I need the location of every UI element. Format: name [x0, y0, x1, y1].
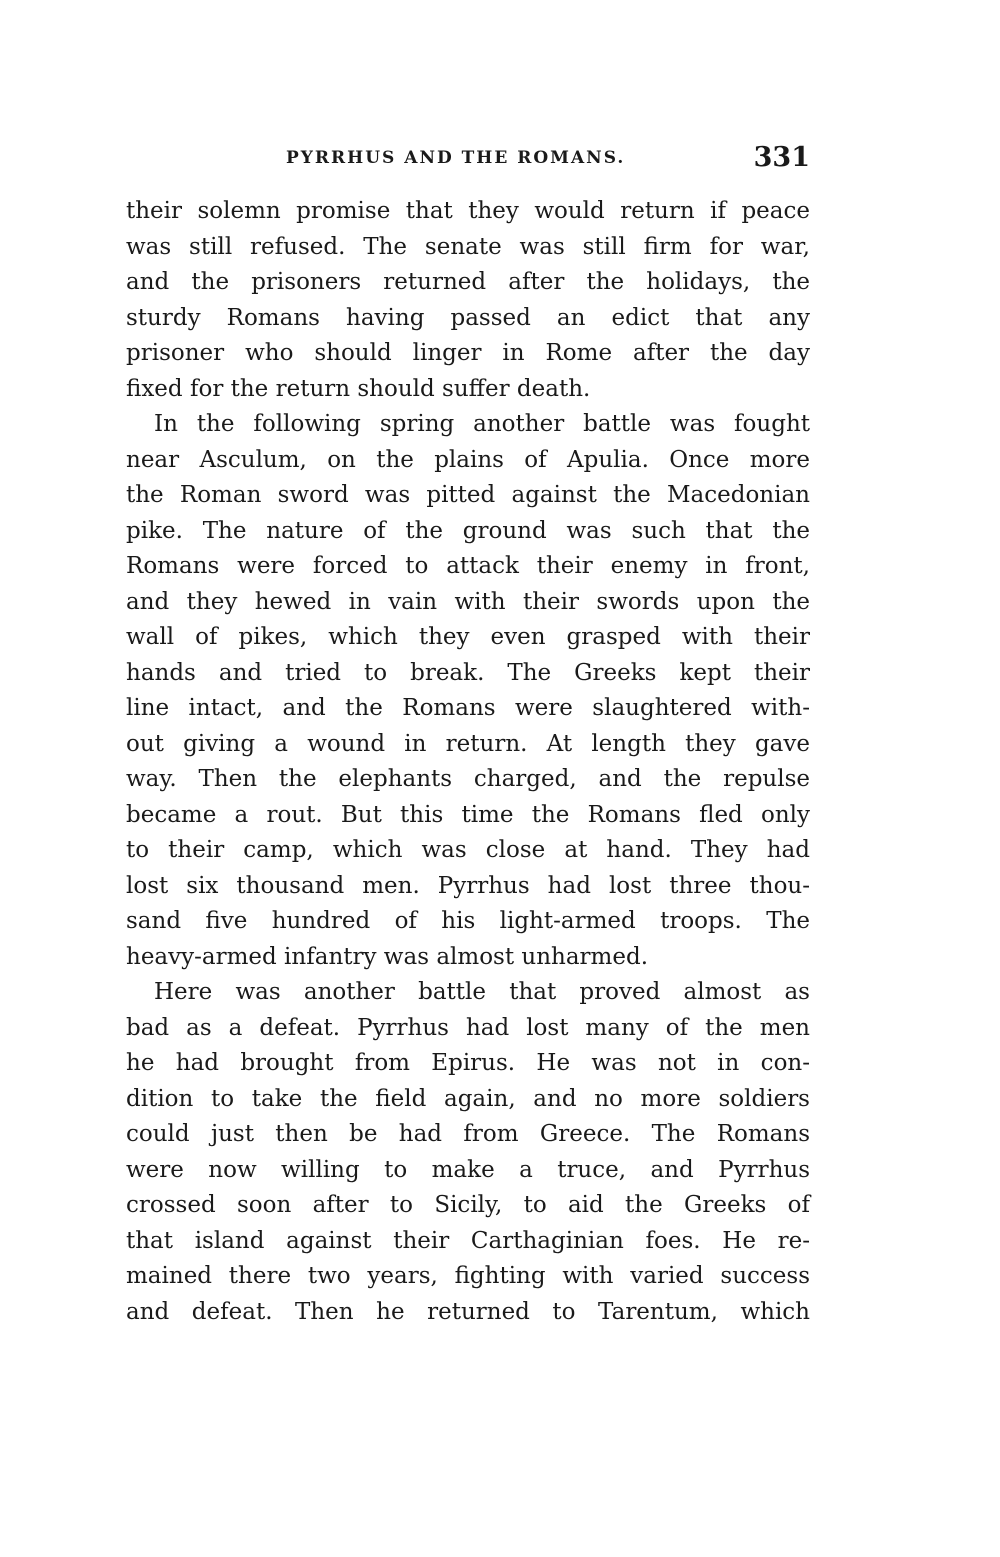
- text-line: way. Then the elephants charged, and the repulse: [126, 766, 810, 792]
- text-line: were now willing to make a truce, and Pyrrhus: [126, 1156, 810, 1183]
- paragraph-start-line: Here was another battle that proved almost as: [154, 979, 810, 1005]
- text-line: out giving a wound in return. At length they gave: [126, 730, 810, 757]
- text-line: pike. The nature of the ground was such that the: [126, 517, 810, 544]
- page-number: 331: [753, 142, 810, 173]
- text-line: he had brought from Epirus. He was not in con-: [126, 1050, 810, 1076]
- text-line: to their camp, which was close at hand. They had: [126, 837, 810, 863]
- text-line: dition to take the field again, and no more soldiers: [126, 1085, 810, 1112]
- text-line: Romans were forced to attack their enemy in front,: [126, 553, 810, 579]
- running-head: [126, 142, 810, 178]
- text-line: fixed for the return should suffer death.: [126, 375, 591, 402]
- text-line: prisoner who should linger in Rome after the day: [126, 340, 810, 366]
- chapter-title: PYRRHUS AND THE ROMANS.: [286, 148, 626, 168]
- paragraph-start-line: In the following spring another battle was fought: [154, 411, 810, 437]
- text-line: and the prisoners returned after the holidays, the: [126, 269, 810, 295]
- text-line: sand five hundred of his light-armed troops. The: [126, 908, 810, 934]
- text-line: was still refused. The senate was still firm for war,: [126, 233, 810, 260]
- text-line: mained there two years, fighting with varied success: [126, 1263, 810, 1289]
- body-text: [126, 194, 810, 1330]
- text-line: wall of pikes, which they even grasped with their: [126, 624, 810, 650]
- text-line: and defeat. Then he returned to Tarentum, which: [126, 1298, 810, 1325]
- text-line: line intact, and the Romans were slaughtered with-: [126, 695, 810, 721]
- text-line: their solemn promise that they would return if peace: [126, 198, 810, 224]
- text-line: heavy-armed infantry was almost unharmed.: [126, 943, 649, 970]
- text-line: and they hewed in vain with their swords upon the: [126, 588, 810, 615]
- text-line: bad as a defeat. Pyrrhus had lost many of the men: [126, 1014, 810, 1041]
- text-line: lost six thousand men. Pyrrhus had lost three thou-: [126, 872, 810, 899]
- text-line: became a rout. But this time the Romans fled only: [126, 801, 810, 828]
- text-line: hands and tried to break. The Greeks kept their: [126, 659, 810, 686]
- text-line: the Roman sword was pitted against the Macedonian: [126, 482, 810, 508]
- text-line: near Asculum, on the plains of Apulia. Once more: [126, 446, 810, 473]
- text-line: that island against their Carthaginian foes. He re-: [126, 1227, 810, 1254]
- text-line: sturdy Romans having passed an edict that any: [126, 304, 810, 331]
- text-line: could just then be had from Greece. The Romans: [126, 1121, 810, 1147]
- text-line: crossed soon after to Sicily, to aid the Greeks of: [126, 1192, 810, 1218]
